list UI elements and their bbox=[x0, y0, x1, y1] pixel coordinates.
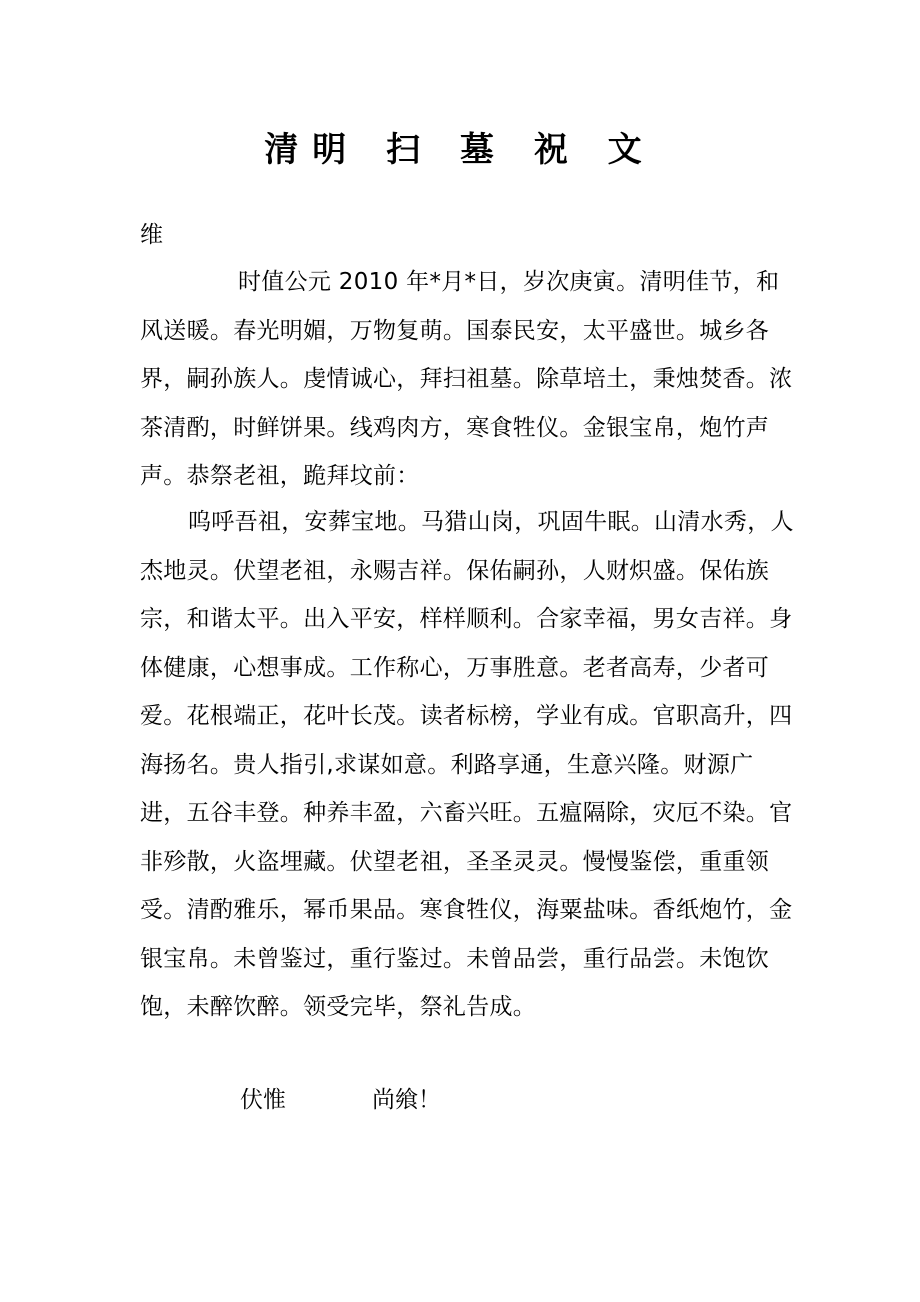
closing-left-text: 伏惟 bbox=[240, 1087, 286, 1113]
paragraph-prayer: 呜呼吾祖，安葬宝地。马猎山岗，巩固牛眠。山清水秀，人杰地灵。伏望老祖，永赐吉祥。保佑嗣孙，人财炽盛。保佑族宗，和谐太平。出入平安，样样顺利。合家幸福，男女吉祥。身体健康，心想事成。工作称心，万事胜意。老者高寿，少者可爱。花根端正，花叶长茂。读者标榜，学业有成。官职高升，四海扬名。贵人指引,求谋如意。利路享通，生意兴隆。财源广进，五谷丰登。种养丰盈，六畜兴旺。五瘟隔除，灾厄不染。官非殄散，火盗埋藏。伏望老祖，圣圣灵灵。慢慢鉴偿，重重领受。清酌雅乐，幂币果品。寒食牲仪，海粟盐味。香纸炮竹，金银宝帛。未曾鉴过，重行鉴过。未曾品尝，重行品尝。未饱饮饱，未醉饮醉。领受完毕，祭礼告成。 bbox=[140, 509, 794, 1020]
salutation-text: 维 bbox=[140, 222, 163, 248]
document-title: 清明 扫 墓 祝 文 bbox=[264, 130, 656, 170]
paragraph-opening: 时值公元 2010 年*月*日，岁次庚寅。清明佳节，和风送暖。春光明媚，万物复萌。国泰民安，太平盛世。城乡各界，嗣孙族人。虔情诚心，拜扫祖墓。除草培土，秉烛焚香。浓茶清酌，时鲜饼果。线鸡肉方，寒食牲仪。金银宝帛，炮竹声声。恭祭老祖，跪拜坟前： bbox=[140, 269, 793, 489]
closing-right-text: 尚飨！ bbox=[372, 1087, 441, 1113]
closing-line bbox=[240, 1080, 441, 1120]
